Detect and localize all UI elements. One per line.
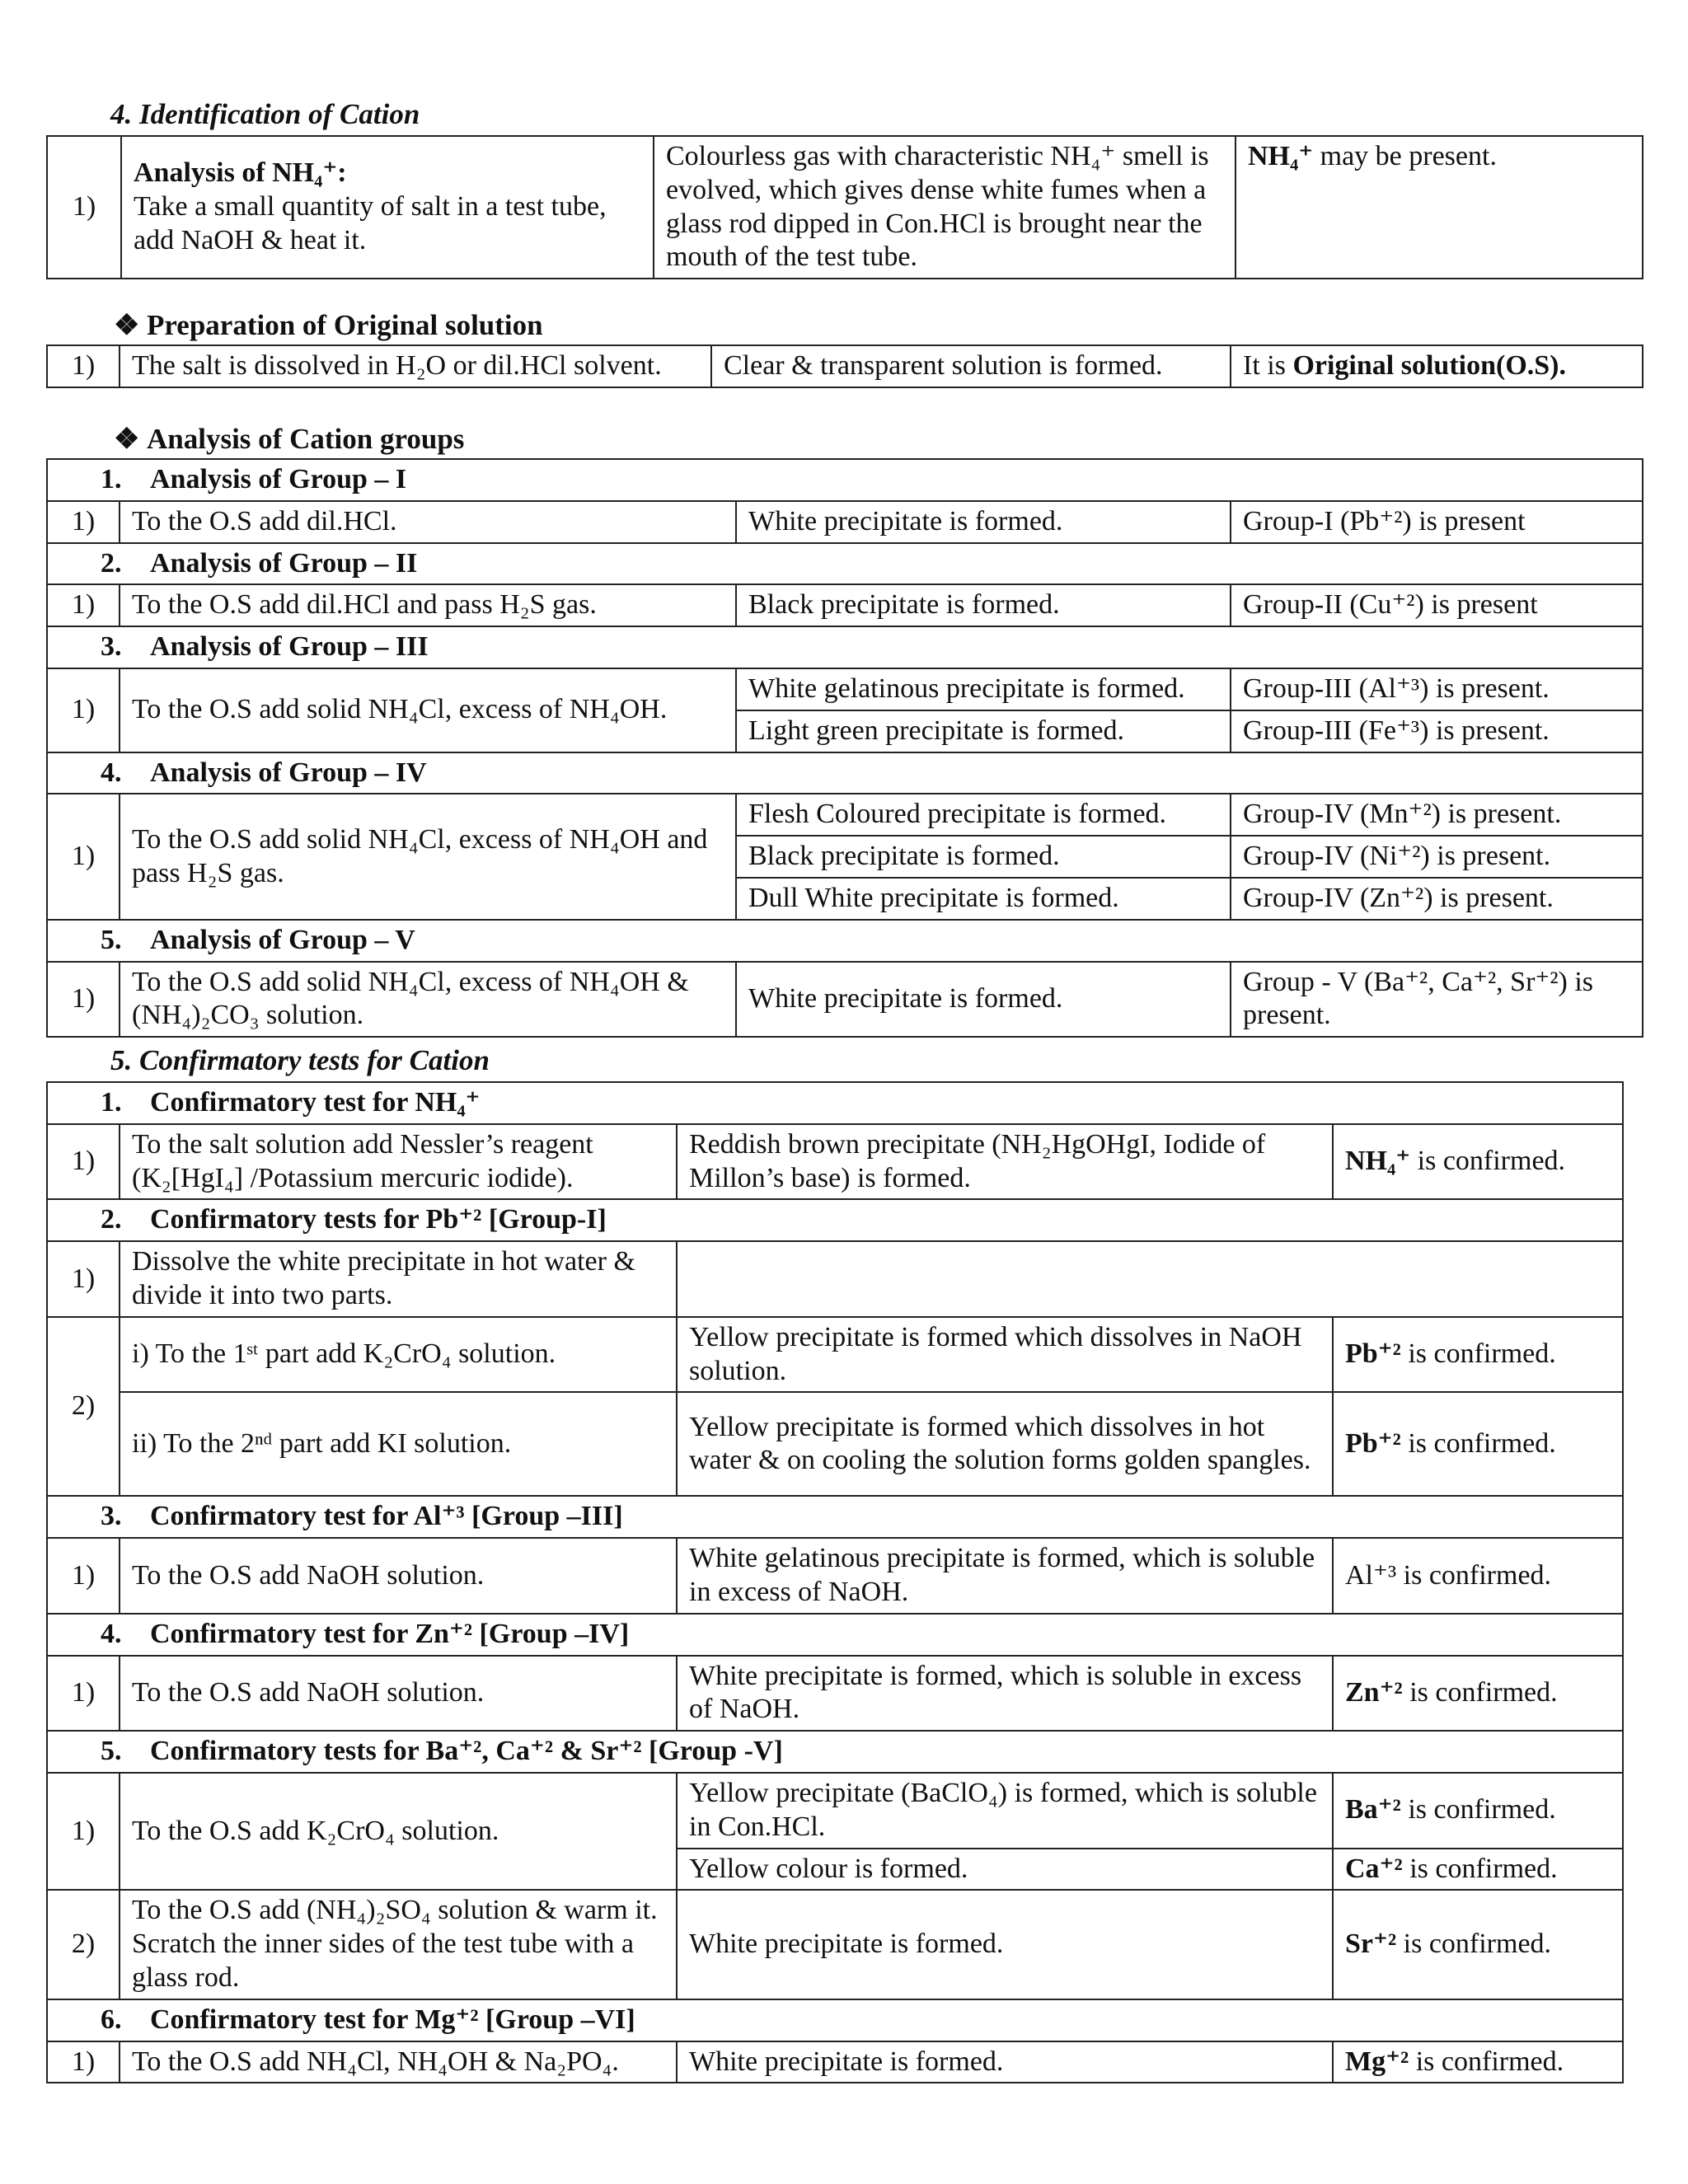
group-heading: 4. Confirmatory test for Zn⁺² [Group –IV] <box>47 1614 1623 1656</box>
test-cell: ii) To the 2ⁿᵈ part add KI solution. <box>120 1392 677 1496</box>
table-row <box>47 962 1643 1038</box>
table-row <box>47 501 1643 543</box>
inference-cell <box>1333 1849 1623 1891</box>
table-row <box>47 1538 1623 1614</box>
group-header-row <box>47 1999 1623 2041</box>
test-cell: The salt is dissolved in H₂O or dil.HCl solvent. <box>120 345 711 387</box>
identification-table <box>46 135 1643 279</box>
cation-groups-table <box>46 458 1643 1038</box>
row-number: 2) <box>47 1317 120 1497</box>
row-number: 1) <box>47 962 120 1038</box>
row-number: 1) <box>47 2041 120 2083</box>
inference-cell: Group-III (Al⁺³) is present. <box>1231 668 1643 710</box>
observation-cell: Yellow precipitate (BaClO₄) is formed, which is soluble in Con.HCl. <box>677 1773 1333 1849</box>
test-cell: To the O.S add dil.HCl and pass H₂S gas. <box>120 584 736 626</box>
group-header-row <box>47 1199 1623 1241</box>
inference-text: is confirmed. <box>1410 1146 1566 1177</box>
inference-cell: Group-IV (Ni⁺²) is present. <box>1231 836 1643 878</box>
observation-cell: Flesh Coloured precipitate is formed. <box>736 794 1231 836</box>
inference-cell: Group-IV (Mn⁺²) is present. <box>1231 794 1643 836</box>
inference-bold: Ba⁺² <box>1345 1794 1401 1825</box>
group-header-row <box>47 752 1643 794</box>
diamond-bullet-icon: ❖ <box>114 309 140 341</box>
test-cell: To the O.S add NaOH solution. <box>120 1656 677 1732</box>
group-header-row <box>47 459 1643 501</box>
table-row <box>47 1890 1623 1999</box>
table-row <box>47 1773 1623 1849</box>
table-row <box>47 1392 1623 1496</box>
empty-cell <box>677 1241 1623 1317</box>
table-row <box>47 136 1643 279</box>
row-number: 1) <box>47 1656 120 1732</box>
inference-cell: Al⁺³ is confirmed. <box>1333 1538 1623 1614</box>
inference-bold: Zn⁺² <box>1345 1676 1403 1708</box>
group-heading: 5. Analysis of Group – V <box>47 920 1643 962</box>
inference-cell <box>1333 1773 1623 1849</box>
table-row <box>47 345 1643 387</box>
group-heading: 3. Analysis of Group – III <box>47 626 1643 668</box>
group-heading: 1. Analysis of Group – I <box>47 459 1643 501</box>
group-header-row <box>47 1614 1623 1656</box>
observation-cell: Reddish brown precipitate (NH₂HgOHgI, Iodide of Millon’s base) is formed. <box>677 1124 1333 1200</box>
inference-bold: Sr⁺² <box>1345 1929 1397 1960</box>
table-row <box>47 1241 1623 1317</box>
observation-cell: Clear & transparent solution is formed. <box>711 345 1231 387</box>
test-cell: To the O.S add NH₄Cl, NH₄OH & Na₂PO₄. <box>120 2041 677 2083</box>
preparation-table <box>46 344 1643 388</box>
row-number: 1) <box>47 1124 120 1200</box>
inference-text: may be present. <box>1313 141 1497 171</box>
table-row <box>47 1317 1623 1393</box>
row-number: 2) <box>47 1890 120 1999</box>
group-header-row <box>47 1082 1623 1124</box>
table-row <box>47 584 1643 626</box>
test-cell: Dissolve the white precipitate in hot water & divide it into two parts. <box>120 1241 677 1317</box>
inference-text: is confirmed. <box>1402 1853 1558 1884</box>
test-cell: To the O.S add dil.HCl. <box>120 501 736 543</box>
row-number: 1) <box>47 668 120 752</box>
inference-text: is confirmed. <box>1400 1427 1556 1459</box>
table-row <box>47 794 1643 836</box>
test-cell: To the O.S add solid NH₄Cl, excess of NH₄OH & (NH₄)₂CO₃ solution. <box>120 962 736 1038</box>
table-row <box>47 668 1643 710</box>
inference-bold: Pb⁺² <box>1345 1338 1401 1370</box>
inference-cell <box>1333 1392 1623 1496</box>
inference-text: is confirmed. <box>1409 2046 1564 2077</box>
observation-cell: White gelatinous precipitate is formed, which is soluble in excess of NaOH. <box>677 1538 1333 1614</box>
table-row <box>47 1124 1623 1200</box>
observation-cell: Black precipitate is formed. <box>736 584 1231 626</box>
observation-cell: Yellow precipitate is formed which dissolves in hot water & on cooling the solution forms golden spangles. <box>677 1392 1333 1496</box>
inference-cell: Group - V (Ba⁺², Ca⁺², Sr⁺²) is present. <box>1231 962 1643 1038</box>
test-cell: To the O.S add solid NH₄Cl, excess of NH₄OH. <box>120 668 736 752</box>
observation-cell: White precipitate is formed. <box>677 2041 1333 2083</box>
group-heading: 2. Confirmatory tests for Pb⁺² [Group-I] <box>47 1199 1623 1241</box>
inference-bold: Pb⁺² <box>1345 1427 1401 1459</box>
row-number: 1) <box>47 501 120 543</box>
test-text: Take a small quantity of salt in a test tube, add NaOH & heat it. <box>134 191 607 255</box>
row-number: 1) <box>47 1773 120 1890</box>
groups-title <box>114 422 464 457</box>
inference-cell: Group-I (Pb⁺²) is present <box>1231 501 1643 543</box>
group-heading: 4. Analysis of Group – IV <box>47 752 1643 794</box>
group-header-row <box>47 1731 1623 1773</box>
row-number: 1) <box>47 345 120 387</box>
inference-cell <box>1333 1890 1623 1999</box>
row-number: 1) <box>47 1241 120 1317</box>
inference-cell <box>1333 1124 1623 1200</box>
test-cell: To the O.S add solid NH₄Cl, excess of NH₄OH and pass H₂S gas. <box>120 794 736 919</box>
group-heading: 2. Analysis of Group – II <box>47 543 1643 585</box>
row-number: 1) <box>47 136 121 279</box>
row-number: 1) <box>47 1538 120 1614</box>
inference-cell <box>1333 1317 1623 1393</box>
inference-text: is confirmed. <box>1400 1338 1556 1370</box>
inference-text: is confirmed. <box>1402 1676 1558 1708</box>
observation-cell: White gelatinous precipitate is formed. <box>736 668 1231 710</box>
inference-bold: Mg⁺² <box>1345 2046 1409 2077</box>
observation-cell: Colourless gas with characteristic NH₄⁺ smell is evolved, which gives dense white fumes when a glass rod dipped in Con.HCl is brought near the mouth of the test tube. <box>654 136 1236 279</box>
test-cell: To the O.S add (NH₄)₂SO₄ solution & warm it. Scratch the inner sides of the test tube with a glass rod. <box>120 1890 677 1999</box>
section-5-title: 5. Confirmatory tests for Cation <box>110 1044 490 1076</box>
test-cell <box>121 136 654 279</box>
observation-cell: White precipitate is formed. <box>736 501 1231 543</box>
confirmatory-table <box>46 1081 1624 2083</box>
inference-text: is confirmed. <box>1400 1794 1556 1825</box>
observation-cell: Yellow precipitate is formed which dissolves in NaOH solution. <box>677 1317 1333 1393</box>
inference-text: is confirmed. <box>1396 1929 1552 1960</box>
table-row <box>47 2041 1623 2083</box>
observation-cell: White precipitate is formed. <box>677 1890 1333 1999</box>
observation-cell: White precipitate is formed, which is soluble in excess of NaOH. <box>677 1656 1333 1732</box>
observation-cell: White precipitate is formed. <box>736 962 1231 1038</box>
inference-cell: Group-III (Fe⁺³) is present. <box>1231 710 1643 752</box>
preparation-title <box>114 308 543 344</box>
test-cell: i) To the 1ˢᵗ part add K₂CrO₄ solution. <box>120 1317 677 1393</box>
group-header-row <box>47 626 1643 668</box>
diamond-bullet-icon: ❖ <box>114 423 140 455</box>
inference-bold: Original solution(O.S). <box>1292 350 1567 381</box>
row-number: 1) <box>47 584 120 626</box>
table-row <box>47 1656 1623 1732</box>
inference-bold: NH₄⁺ <box>1345 1146 1411 1177</box>
test-cell: To the O.S add NaOH solution. <box>120 1538 677 1614</box>
inference-cell: Group-IV (Zn⁺²) is present. <box>1231 878 1643 920</box>
group-heading: 6. Confirmatory test for Mg⁺² [Group –VI] <box>47 1999 1623 2041</box>
observation-cell: Black precipitate is formed. <box>736 836 1231 878</box>
test-title: Analysis of NH₄⁺: <box>134 157 347 189</box>
inference-bold: NH₄⁺ <box>1248 141 1314 171</box>
section-4-title: 4. Identification of Cation <box>110 98 420 130</box>
observation-cell: Light green precipitate is formed. <box>736 710 1231 752</box>
inference-cell <box>1236 136 1643 279</box>
preparation-title-text: Preparation of Original solution <box>147 309 543 341</box>
inference-bold: Ca⁺² <box>1345 1853 1403 1884</box>
inference-cell <box>1333 1656 1623 1732</box>
group-heading: 5. Confirmatory tests for Ba⁺², Ca⁺² & Sr⁺² [Group -V] <box>47 1731 1623 1773</box>
group-header-row <box>47 1496 1623 1538</box>
inference-cell <box>1231 345 1643 387</box>
inference-cell <box>1333 2041 1623 2083</box>
group-heading: 1. Confirmatory test for NH₄⁺ <box>47 1082 1623 1124</box>
row-number: 1) <box>47 794 120 919</box>
test-cell: To the salt solution add Nessler’s reagent (K₂[HgI₄] /Potassium mercuric iodide). <box>120 1124 677 1200</box>
inference-text: It is <box>1243 350 1293 381</box>
observation-cell: Yellow colour is formed. <box>677 1849 1333 1891</box>
inference-cell: Group-II (Cu⁺²) is present <box>1231 584 1643 626</box>
groups-title-text: Analysis of Cation groups <box>147 423 465 455</box>
test-cell: To the O.S add K₂CrO₄ solution. <box>120 1773 677 1890</box>
observation-cell: Dull White precipitate is formed. <box>736 878 1231 920</box>
group-header-row <box>47 543 1643 585</box>
group-header-row <box>47 920 1643 962</box>
group-heading: 3. Confirmatory test for Al⁺³ [Group –III] <box>47 1496 1623 1538</box>
